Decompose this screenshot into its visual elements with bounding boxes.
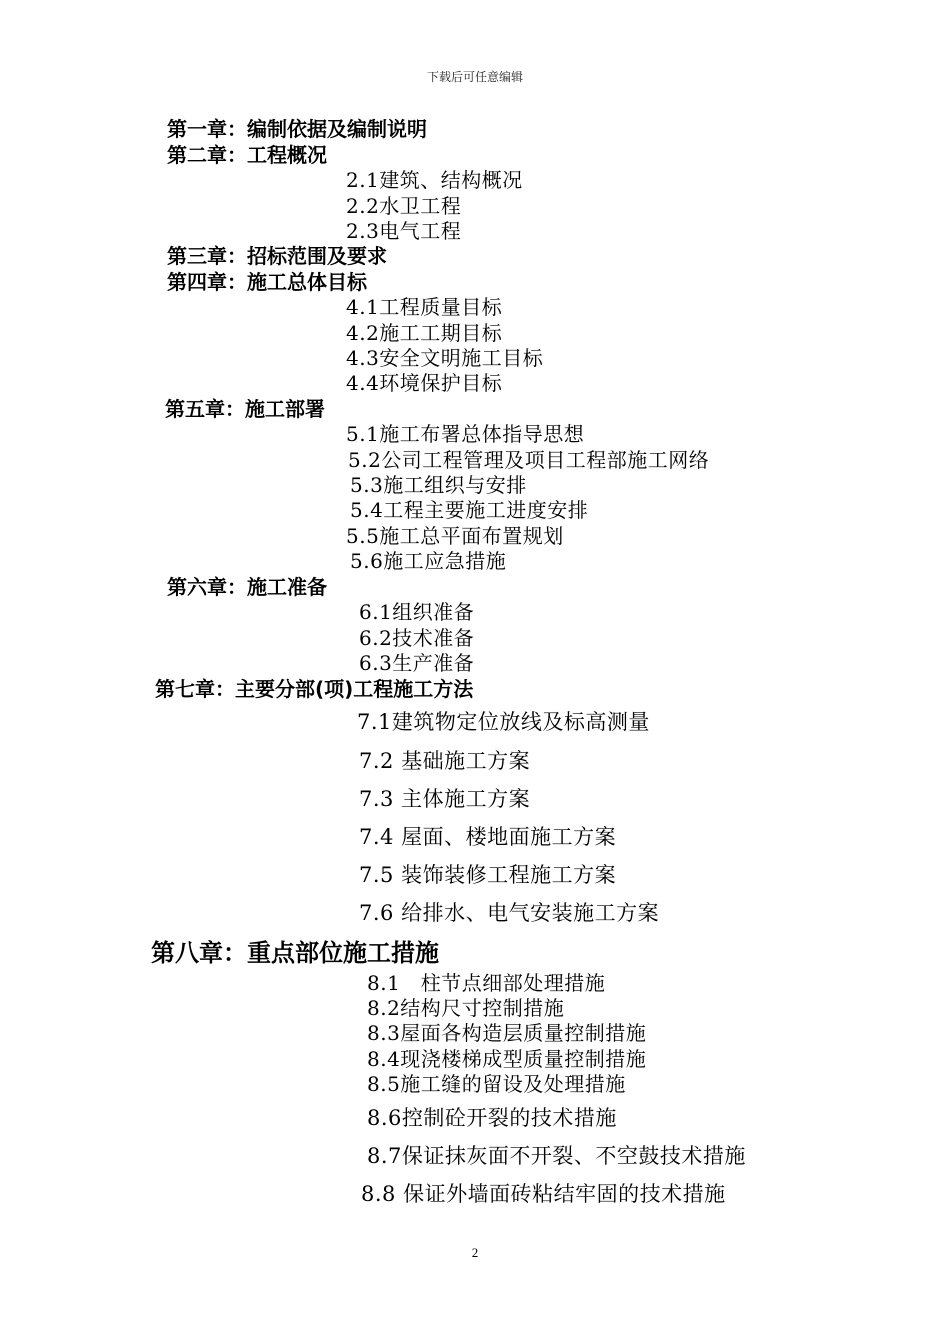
toc-section-8-8: 8.8 保证外墙面砖粘结牢固的技术措施 [361, 1182, 726, 1206]
toc-section-5-2: 5.2公司工程管理及项目工程部施工网络 [348, 448, 710, 472]
toc-section-8-4: 8.4现浇楼梯成型质量控制措施 [367, 1047, 647, 1071]
toc-section-5-5: 5.5施工总平面布置规划 [346, 524, 564, 548]
toc-section-4-3: 4.3安全文明施工目标 [346, 346, 544, 370]
toc-section-8-1: 8.1 柱节点细部处理措施 [367, 971, 606, 995]
toc-section-5-4: 5.4工程主要施工进度安排 [350, 498, 589, 522]
toc-section-7-3: 7.3 主体施工方案 [359, 787, 531, 811]
toc-section-8-7: 8.7保证抹灰面不开裂、不空鼓技术措施 [367, 1144, 746, 1168]
toc-chapter-5: 第五章：施工部署 [165, 397, 325, 421]
toc-section-8-6: 8.6控制砼开裂的技术措施 [367, 1106, 617, 1130]
toc-section-4-4: 4.4环境保护目标 [346, 371, 503, 395]
toc-section-6-3: 6.3生产准备 [359, 651, 475, 675]
toc-section-7-2: 7.2 基础施工方案 [359, 749, 531, 773]
toc-chapter-7: 第七章：主要分部(项)工程施工方法 [155, 677, 474, 701]
toc-section-7-4: 7.4 屋面、楼地面施工方案 [359, 825, 617, 849]
toc-section-8-3: 8.3屋面各构造层质量控制措施 [367, 1021, 647, 1045]
toc-chapter-8: 第八章：重点部位施工措施 [151, 939, 439, 967]
toc-section-7-1: 7.1建筑物定位放线及标高测量 [357, 710, 650, 734]
page-header: 下载后可任意编辑 [426, 70, 523, 84]
toc-section-6-2: 6.2技术准备 [359, 626, 475, 650]
toc-section-2-3: 2.3电气工程 [346, 219, 462, 243]
toc-chapter-1: 第一章：编制依据及编制说明 [167, 117, 427, 141]
toc-section-2-2: 2.2水卫工程 [346, 194, 462, 218]
toc-section-7-6: 7.6 给排水、电气安装施工方案 [359, 901, 660, 925]
toc-chapter-6: 第六章：施工准备 [167, 575, 327, 599]
toc-section-4-1: 4.1工程质量目标 [346, 295, 503, 319]
toc-chapter-2: 第二章：工程概况 [167, 143, 327, 167]
toc-section-8-2: 8.2结构尺寸控制措施 [367, 996, 565, 1020]
toc-section-4-2: 4.2施工工期目标 [346, 321, 503, 345]
toc-section-8-5: 8.5施工缝的留设及处理措施 [367, 1072, 626, 1096]
page-number: 2 [471, 1245, 479, 1260]
toc-section-2-1: 2.1建筑、结构概况 [346, 168, 523, 192]
toc-chapter-4: 第四章：施工总体目标 [167, 270, 367, 294]
toc-section-5-1: 5.1施工布署总体指导思想 [346, 422, 585, 446]
toc-section-6-1: 6.1组织准备 [359, 600, 475, 624]
toc-chapter-3: 第三章：招标范围及要求 [167, 244, 387, 268]
toc-section-5-3: 5.3施工组织与安排 [350, 473, 527, 497]
toc-section-5-6: 5.6施工应急措施 [350, 549, 507, 573]
toc-section-7-5: 7.5 装饰装修工程施工方案 [359, 863, 617, 887]
